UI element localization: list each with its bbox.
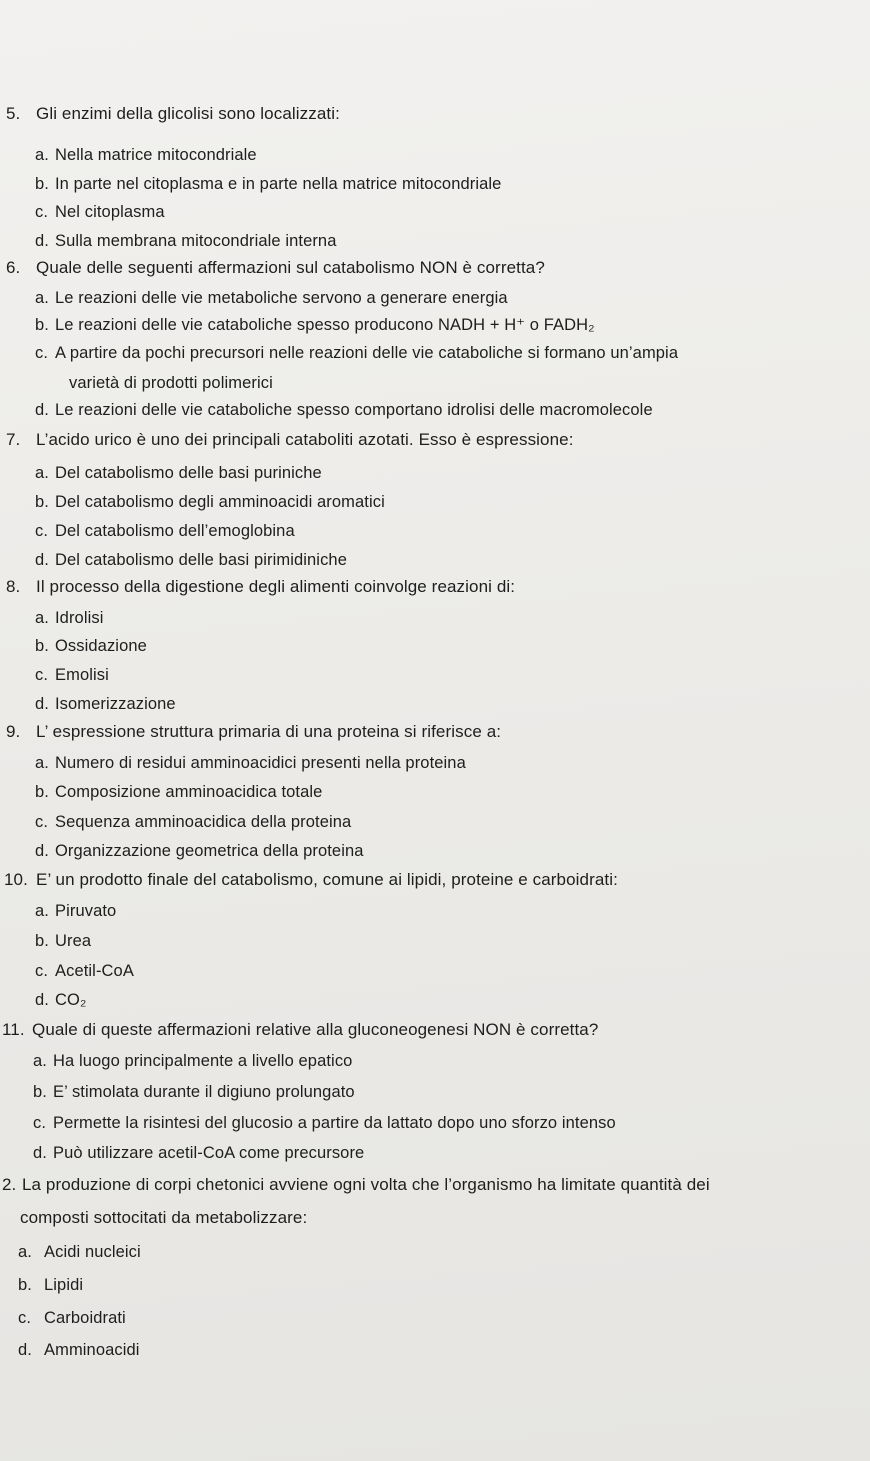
option-11c: c. Permette la risintesi del glucosio a partire da lattato dopo uno sforzo intenso bbox=[33, 1114, 616, 1132]
option-6c-continuation: varietà di prodotti polimerici bbox=[69, 374, 273, 392]
option-7a: a. Del catabolismo delle basi puriniche bbox=[35, 464, 322, 482]
question-11 bbox=[2, 1020, 598, 1040]
question-6 bbox=[6, 258, 545, 278]
question-number: 10. bbox=[4, 870, 28, 889]
question-number: 8. bbox=[6, 577, 21, 596]
option-8a: a. Idrolisi bbox=[35, 609, 104, 627]
option-6c: c. A partire da pochi precursori nelle reazioni delle vie cataboliche si formano un’ampia bbox=[35, 344, 679, 362]
question-number: 11. bbox=[2, 1020, 25, 1039]
option-8d: d. Isomerizzazione bbox=[35, 695, 176, 713]
question-text: Quale delle seguenti affermazioni sul catabolismo NON è corretta? bbox=[36, 258, 545, 277]
question-number: 2. bbox=[2, 1175, 17, 1194]
option-9c: c. Sequenza amminoacidica della proteina bbox=[35, 813, 352, 831]
option-12d: d. Amminoacidi bbox=[18, 1341, 140, 1359]
question-number: 5. bbox=[6, 104, 21, 123]
question-text: L’ espressione struttura primaria di una proteina si riferisce a: bbox=[36, 722, 502, 741]
option-10c: c. Acetil-CoA bbox=[35, 962, 134, 980]
question-7 bbox=[6, 430, 574, 450]
question-number: 7. bbox=[6, 430, 21, 449]
option-9a: a. Numero di residui amminoacidici presenti nella proteina bbox=[35, 754, 466, 772]
question-text: L’acido urico è uno dei principali cataboliti azotati. Esso è espressione: bbox=[36, 430, 574, 449]
option-12b: b. Lipidi bbox=[18, 1276, 84, 1294]
option-6b: b. Le reazioni delle vie cataboliche spesso producono NADH + H⁺ o FADH₂ bbox=[35, 316, 595, 334]
question-number: 6. bbox=[6, 258, 21, 277]
option-9d: d. Organizzazione geometrica della proteina bbox=[35, 842, 364, 860]
option-8b: b. Ossidazione bbox=[35, 637, 147, 655]
question-10 bbox=[4, 870, 618, 890]
option-7c: c. Del catabolismo dell’emoglobina bbox=[35, 522, 295, 540]
question-text: La produzione di corpi chetonici avviene ogni volta che l’organismo ha limitate quantità dei bbox=[22, 1175, 710, 1194]
option-5c: c. Nel citoplasma bbox=[35, 203, 165, 221]
option-11b: b. E’ stimolata durante il digiuno prolungato bbox=[33, 1083, 355, 1101]
question-12-continuation: composti sottocitati da metabolizzare: bbox=[20, 1208, 308, 1227]
option-5b: b. In parte nel citoplasma e in parte nella matrice mitocondriale bbox=[35, 175, 502, 193]
question-text: Il processo della digestione degli alimenti coinvolge reazioni di: bbox=[36, 577, 516, 596]
option-12a: a. Acidi nucleici bbox=[18, 1243, 141, 1261]
option-10b: b. Urea bbox=[35, 932, 92, 950]
option-5d: d. Sulla membrana mitocondriale interna bbox=[35, 232, 337, 250]
option-8c: c. Emolisi bbox=[35, 666, 109, 684]
question-text: E’ un prodotto finale del catabolismo, comune ai lipidi, proteine e carboidrati: bbox=[36, 870, 618, 889]
option-6a: a. Le reazioni delle vie metaboliche servono a generare energia bbox=[35, 289, 508, 307]
question-12 bbox=[2, 1175, 710, 1195]
option-11a: a. Ha luogo principalmente a livello epatico bbox=[33, 1052, 353, 1070]
question-5 bbox=[6, 104, 340, 124]
option-10a: a. Piruvato bbox=[35, 902, 117, 920]
question-text: Gli enzimi della glicolisi sono localizzati: bbox=[36, 104, 340, 123]
option-12c: c. Carboidrati bbox=[18, 1309, 126, 1327]
question-8 bbox=[6, 577, 515, 597]
option-9b: b. Composizione amminoacidica totale bbox=[35, 783, 323, 801]
option-6d: d. Le reazioni delle vie cataboliche spesso comportano idrolisi delle macromolecole bbox=[35, 401, 653, 419]
question-text: Quale di queste affermazioni relative alla gluconeogenesi NON è corretta? bbox=[32, 1020, 599, 1039]
option-10d: d. CO₂ bbox=[35, 991, 87, 1009]
option-11d: d. Può utilizzare acetil-CoA come precursore bbox=[33, 1144, 365, 1162]
question-number: 9. bbox=[6, 722, 21, 741]
option-7d: d. Del catabolismo delle basi pirimidiniche bbox=[35, 551, 347, 569]
question-9 bbox=[6, 722, 501, 742]
option-7b: b. Del catabolismo degli amminoacidi aromatici bbox=[35, 493, 385, 511]
option-5a: a. Nella matrice mitocondriale bbox=[35, 146, 257, 164]
